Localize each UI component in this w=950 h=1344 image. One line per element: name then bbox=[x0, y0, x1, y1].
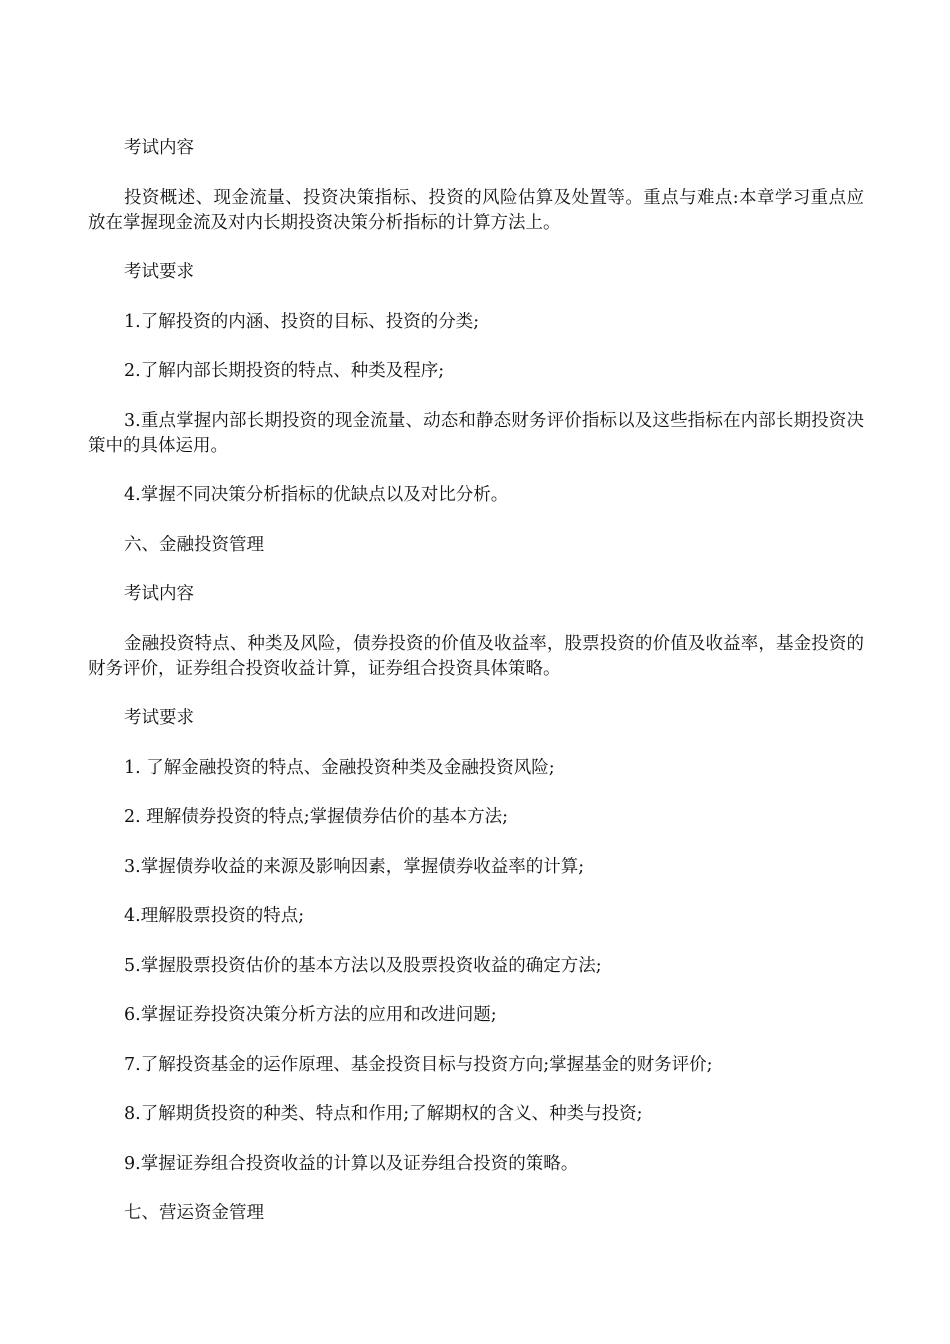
chapter-heading: 六、金融投资管理 bbox=[124, 534, 264, 555]
requirement-item: 2. 理解债券投资的特点;掌握债券估价的基本方法; bbox=[124, 807, 509, 827]
requirement-item: 1.了解投资的内涵、投资的目标、投资的分类; bbox=[124, 311, 480, 332]
section-label-exam-content: 考试内容 bbox=[124, 138, 194, 158]
requirement-item: 5.掌握股票投资估价的基本方法以及股票投资收益的确定方法; bbox=[124, 955, 602, 976]
requirement-item: 1. 了解金融投资的特点、金融投资种类及金融投资风险; bbox=[124, 757, 555, 778]
requirement-item: 4.理解股票投资的特点; bbox=[124, 906, 305, 926]
section-label-exam-requirements: 考试要求 bbox=[124, 708, 194, 728]
section-label-exam-content: 考试内容 bbox=[124, 584, 194, 604]
requirement-item: 8.了解期货投资的种类、特点和作用;了解期权的含义、种类与投资; bbox=[124, 1104, 643, 1124]
requirement-item: 3.重点掌握内部长期投资的现金流量、动态和静态财务评价指标以及这些指标在内部长期投资决策中的具体运用。 bbox=[88, 410, 864, 456]
section-label-exam-requirements: 考试要求 bbox=[124, 262, 194, 282]
requirement-item: 6.掌握证券投资决策分析方法的应用和改进问题; bbox=[124, 1005, 497, 1025]
document-body bbox=[88, 136, 864, 1251]
requirement-item: 2.了解内部长期投资的特点、种类及程序; bbox=[124, 361, 445, 381]
requirement-item: 7.了解投资基金的运作原理、基金投资目标与投资方向;掌握基金的财务评价; bbox=[124, 1054, 713, 1075]
exam-content-paragraph: 金融投资特点、种类及风险，债券投资的价值及收益率，股票投资的价值及收益率，基金投资的财务评价，证券组合投资收益计算，证券组合投资具体策略。 bbox=[88, 633, 864, 679]
chapter-heading: 七、营运资金管理 bbox=[124, 1203, 264, 1223]
requirement-item: 3.掌握债券收益的来源及影响因素，掌握债券收益率的计算; bbox=[124, 856, 585, 877]
exam-content-paragraph: 投资概述、现金流量、投资决策指标、投资的风险估算及处置等。重点与难点:本章学习重点应放在掌握现金流及对内长期投资决策分析指标的计算方法上。 bbox=[88, 187, 864, 233]
requirement-item: 4.掌握不同决策分析指标的优缺点以及对比分析。 bbox=[124, 485, 509, 505]
requirement-item: 9.掌握证券组合投资收益的计算以及证券组合投资的策略。 bbox=[124, 1153, 579, 1174]
